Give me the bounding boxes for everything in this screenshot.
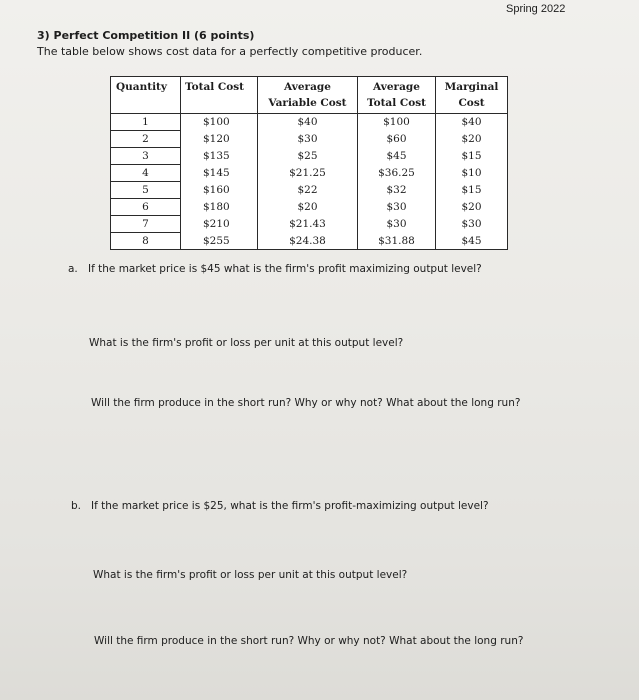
header-mc-line1: Marginal [444, 81, 499, 93]
cell-quantity: 7 [111, 216, 181, 233]
cell-atc: $30 [357, 199, 435, 216]
header-atc-line2: Total Cost [366, 97, 427, 109]
cell-mc: $15 [436, 182, 508, 199]
table-row [111, 182, 508, 199]
cell-quantity: 3 [111, 148, 181, 165]
part-b-question-3: Will the firm produce in the short run? Why or why not? What about the long run? [94, 635, 524, 647]
table-row [111, 148, 508, 165]
cell-total-cost: $145 [181, 165, 258, 182]
part-a-question-1 [68, 263, 482, 275]
part-a-question-3: Will the firm produce in the short run? Why or why not? What about the long run? [91, 397, 521, 409]
cell-avc: $21.25 [258, 165, 358, 182]
cell-quantity: 1 [111, 114, 181, 131]
cell-mc: $20 [436, 131, 508, 148]
cell-atc: $60 [357, 131, 435, 148]
cell-mc: $15 [436, 148, 508, 165]
part-b-question-2: What is the firm's profit or loss per unit at this output level? [93, 569, 408, 581]
header-atc [357, 77, 435, 114]
question-title: 3) Perfect Competition II (6 points) [37, 29, 255, 42]
header-avc-line1: Average [284, 81, 331, 93]
header-mc-line2: Cost [458, 97, 485, 109]
part-b-label: b. [71, 500, 82, 512]
cell-atc: $100 [357, 114, 435, 131]
cell-total-cost: $100 [181, 114, 258, 131]
table-row [111, 199, 508, 216]
cell-atc: $45 [357, 148, 435, 165]
header-total-cost: Total Cost [181, 77, 258, 114]
term-label: Spring 2022 [506, 3, 566, 15]
cell-atc: $31.88 [357, 233, 435, 250]
cell-avc: $24.38 [258, 233, 358, 250]
header-mc [436, 77, 508, 114]
cell-mc: $40 [436, 114, 508, 131]
cell-quantity: 2 [111, 131, 181, 148]
table-header-row [111, 77, 508, 114]
cell-quantity: 6 [111, 199, 181, 216]
table-row [111, 216, 508, 233]
table-row [111, 131, 508, 148]
cell-quantity: 4 [111, 165, 181, 182]
cell-mc: $30 [436, 216, 508, 233]
cell-total-cost: $210 [181, 216, 258, 233]
cell-avc: $25 [258, 148, 358, 165]
cell-quantity: 5 [111, 182, 181, 199]
cell-atc: $36.25 [357, 165, 435, 182]
cell-avc: $22 [258, 182, 358, 199]
cell-avc: $21.43 [258, 216, 358, 233]
cost-table [110, 76, 508, 250]
header-atc-line1: Average [373, 81, 420, 93]
part-a-q1-text: If the market price is $45 what is the firm's profit maximizing output level? [88, 263, 482, 275]
cell-avc: $20 [258, 199, 358, 216]
cell-total-cost: $120 [181, 131, 258, 148]
part-b-q1-text: If the market price is $25, what is the firm's profit-maximizing output level? [91, 500, 489, 512]
cell-total-cost: $255 [181, 233, 258, 250]
cell-atc: $32 [357, 182, 435, 199]
cell-mc: $10 [436, 165, 508, 182]
cell-mc: $20 [436, 199, 508, 216]
header-quantity: Quantity [111, 77, 181, 114]
part-a-label: a. [68, 263, 78, 275]
header-avc-line2: Variable Cost [268, 97, 347, 109]
cell-total-cost: $160 [181, 182, 258, 199]
header-avc [258, 77, 358, 114]
cell-atc: $30 [357, 216, 435, 233]
cell-total-cost: $135 [181, 148, 258, 165]
table-row [111, 233, 508, 250]
cell-mc: $45 [436, 233, 508, 250]
cell-total-cost: $180 [181, 199, 258, 216]
table-row [111, 114, 508, 131]
cell-quantity: 8 [111, 233, 181, 250]
cell-avc: $30 [258, 131, 358, 148]
table-row [111, 165, 508, 182]
part-b-question-1 [71, 500, 489, 512]
question-intro: The table below shows cost data for a perfectly competitive producer. [37, 45, 423, 58]
part-a-question-2: What is the firm's profit or loss per unit at this output level? [89, 337, 404, 349]
cell-avc: $40 [258, 114, 358, 131]
